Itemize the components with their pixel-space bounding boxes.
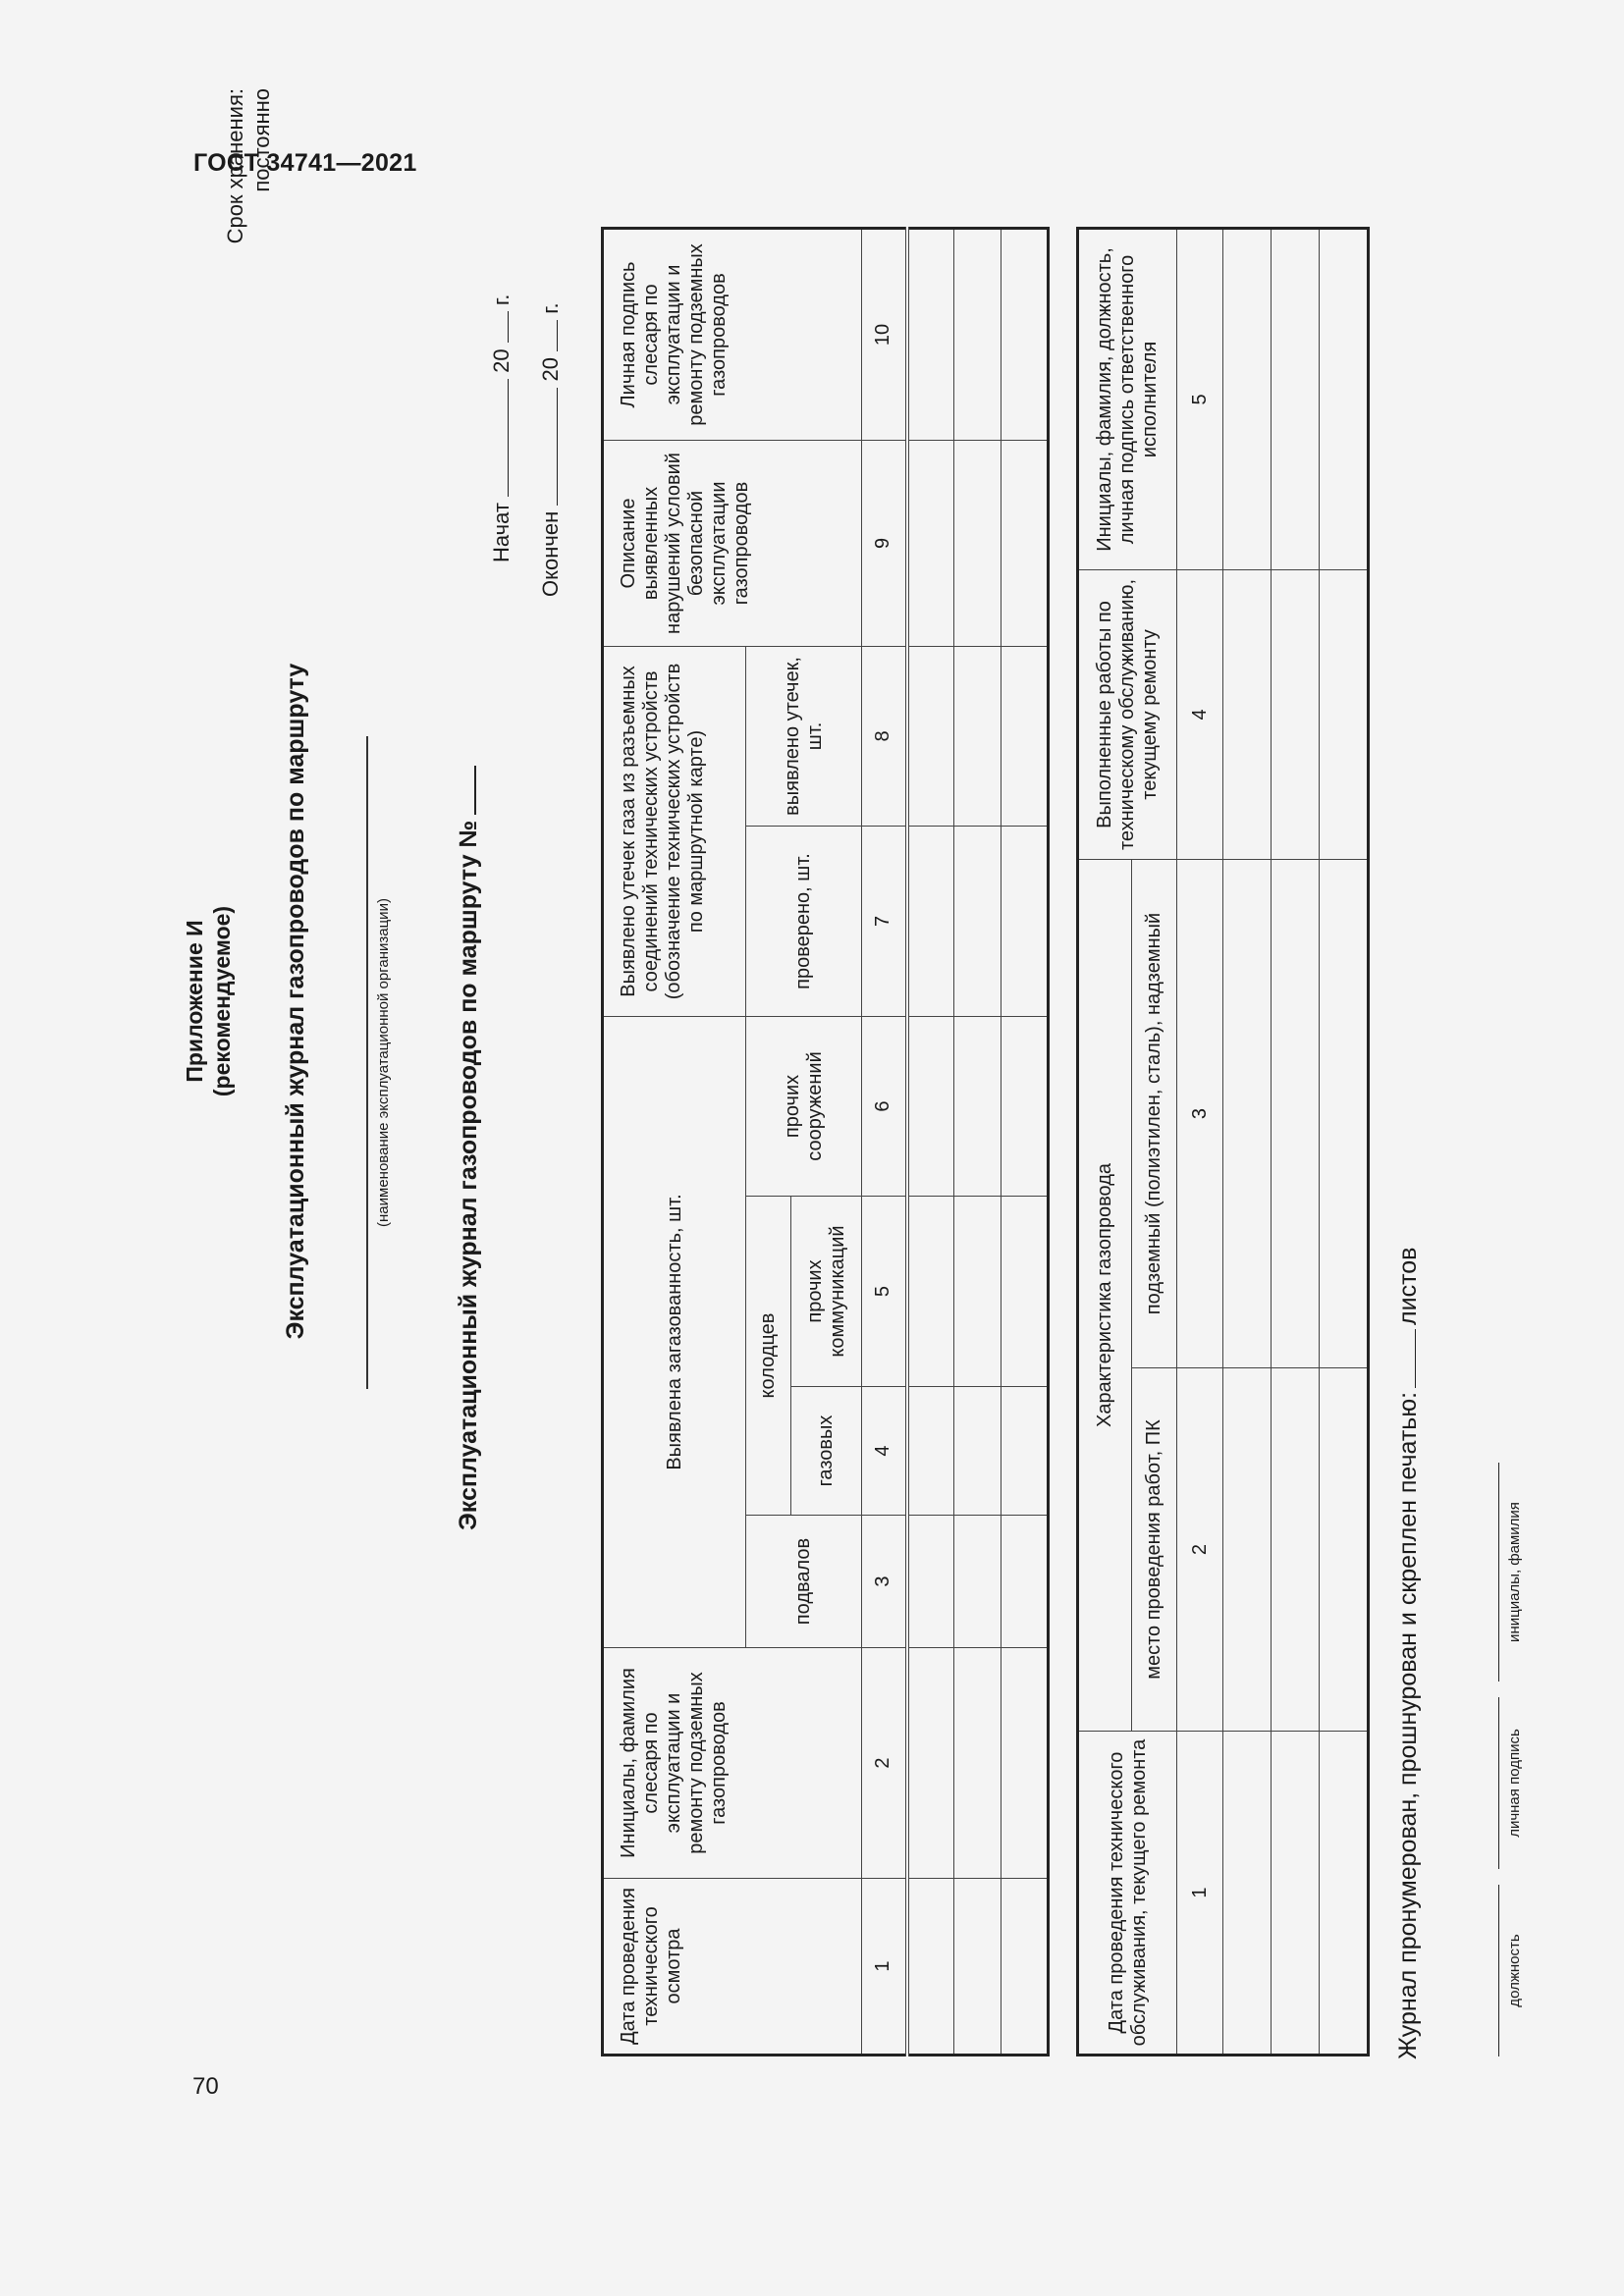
col-number: 4: [1177, 569, 1223, 859]
org-name-line: [366, 736, 368, 1389]
journal-title: [455, 647, 483, 1530]
col-header-date: Дата проведения технического осмотра: [603, 1879, 862, 2056]
appendix-heading: [181, 756, 236, 1247]
col-header-works: Выполненные работы по техническому обслуживанию, текущему ремонту: [1078, 569, 1177, 859]
table-row: [954, 228, 1001, 2055]
col-number: 8: [862, 646, 907, 826]
end-label: Окончен: [538, 510, 563, 597]
name-caption: инициалы, фамилия: [1506, 1502, 1523, 1642]
route-number-blank: [474, 766, 476, 815]
page-number: 70: [192, 2073, 219, 2100]
col-header-place: место проведения работ, ПК: [1132, 1368, 1177, 1732]
group-header-leaks: Выявлено утечек газа из разъемных соединений технических устройств (обозначение технических устройств по маршрутной карте): [603, 646, 746, 1016]
col-header-basements: подвалов: [746, 1516, 862, 1648]
col-header-fitter: Инициалы, фамилия слесаря по эксплуатации и ремонту подземных газопроводов: [603, 1648, 862, 1879]
col-number: 1: [862, 1879, 907, 2056]
storage-label: Срок хранения:: [223, 88, 247, 244]
col-number: 6: [862, 1016, 907, 1196]
appendix-label: Приложение И: [182, 920, 207, 1083]
end-year-blank: [557, 320, 558, 351]
col-number: 3: [862, 1516, 907, 1648]
col-number: 7: [862, 826, 907, 1016]
start-label: Начат: [489, 503, 514, 562]
signoff-statement: [1394, 1248, 1423, 2059]
start-year-blank: [508, 311, 509, 343]
name-line: [1498, 1463, 1499, 1682]
table-row: [1001, 228, 1049, 2055]
col-number: 10: [862, 228, 907, 440]
table-row: [907, 228, 954, 2055]
col-number: 5: [1177, 228, 1223, 569]
col-number: 5: [862, 1197, 907, 1387]
group-header-wells: колодцев: [746, 1197, 791, 1516]
signoff-text: Журнал пронумерован, прошнурован и скреплен печатью:: [1394, 1391, 1422, 2059]
maintenance-table: [1076, 227, 1370, 2056]
signature-caption: личная подпись: [1506, 1729, 1523, 1838]
signature-line: [1498, 1697, 1499, 1869]
start-year-prefix: 20: [489, 348, 514, 373]
col-header-gas-wells: газовых: [791, 1387, 862, 1516]
position-line: [1498, 1885, 1499, 2056]
group-header-contamination: Выявлена загазованность, шт.: [603, 1016, 746, 1647]
appendix-status: (рекомендуемое): [209, 905, 235, 1097]
org-caption: (наименование эксплуатационной организации): [375, 898, 392, 1227]
start-year-suffix: г.: [489, 294, 514, 306]
col-header-leaks: выявлено утечек, шт.: [746, 646, 862, 826]
col-number: 1: [1177, 1732, 1223, 2056]
end-date-line: [538, 302, 564, 597]
storage-value: постоянно: [249, 88, 274, 192]
table-row: [1272, 228, 1320, 2055]
storage-period: [222, 88, 275, 412]
col-header-other-communications: прочих коммуникаций: [791, 1197, 862, 1387]
position-caption: должность: [1506, 1934, 1523, 2007]
col-number: 4: [862, 1387, 907, 1516]
col-header-violations: Описание выявленных нарушений условий безопасной эксплуатации газопроводов: [603, 440, 862, 646]
col-header-pipeline-type: подземный (полиэтилен, сталь), надземный: [1132, 859, 1177, 1367]
sheets-count-blank: [1415, 1329, 1416, 1388]
inspection-table: [601, 227, 1050, 2056]
start-date-blank: [508, 379, 509, 497]
standard-number: ГОСТ 34741—2021: [193, 149, 417, 177]
main-title: Эксплуатационный журнал газопроводов по маршруту: [282, 663, 309, 1340]
col-header-other-structures: прочих сооружений: [746, 1016, 862, 1196]
col-header-signature: Личная подпись слесаря по эксплуатации и ремонту подземных газопроводов: [603, 228, 862, 440]
table-row: [1223, 228, 1272, 2055]
col-number: 2: [862, 1648, 907, 1879]
start-date-line: [489, 294, 514, 562]
col-header-maintenance-date: Дата проведения технического обслуживания, текущего ремонта: [1078, 1732, 1177, 2056]
col-number: 2: [1177, 1368, 1223, 1732]
col-number: 3: [1177, 859, 1223, 1367]
col-header-checked: проверено, шт.: [746, 826, 862, 1016]
end-date-blank: [557, 388, 558, 506]
table-row: [1320, 228, 1369, 2055]
col-header-executor: Инициалы, фамилия, должность, личная подпись ответственного исполнителя: [1078, 228, 1177, 569]
col-number: 9: [862, 440, 907, 646]
end-year-prefix: 20: [538, 357, 563, 382]
signoff-sheets: листов: [1394, 1247, 1422, 1325]
end-year-suffix: г.: [538, 302, 563, 314]
group-header-pipeline-characteristics: Характеристика газопровода: [1078, 859, 1132, 1731]
journal-title-text: Эксплуатационный журнал газопроводов по маршруту №: [455, 820, 482, 1530]
